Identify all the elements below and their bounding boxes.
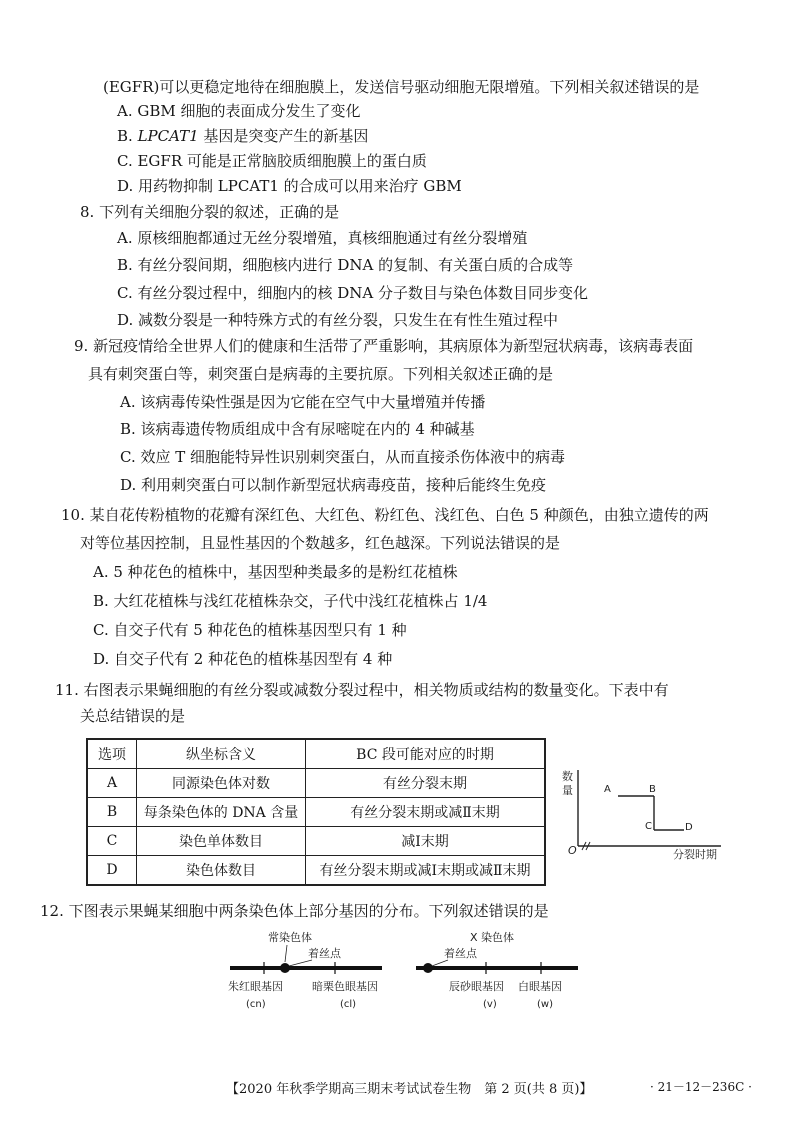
q7-option-b-letter: B.: [117, 127, 138, 145]
page-footer: 【2020 年秋季学期高三期末考试试卷生物 第 2 页(共 8 页)】: [226, 1082, 593, 1097]
header-option: 选项: [87, 739, 137, 769]
q7-option-b: [117, 126, 368, 146]
q8-option-c: C. 有丝分裂过程中，细胞内的核 DNA 分子数目与染色体数目同步变化: [117, 284, 589, 302]
table-header-row: [87, 739, 545, 769]
q7-stem-continuation: (EGFR)可以更稳定地待在细胞膜上，发送信号驱动细胞无限增殖。下列相关叙述错误的是: [103, 78, 700, 96]
cell-period: 有丝分裂末期或减Ⅰ末期或减Ⅱ末期: [306, 856, 546, 886]
q10-stem-line2: 对等位基因控制，且显性基因的个数越多，红色越深。下列说法错误的是: [80, 534, 561, 552]
autosome-title-pointer: [285, 945, 287, 962]
q10-option-a: A. 5 种花色的植株中，基因型种类最多的是粉红花植株: [93, 563, 458, 581]
x-chromosome-gene-2: 白眼基因: [518, 980, 562, 993]
q11-step-graph: [556, 764, 736, 864]
q8-option-a: A. 原核细胞都通过无丝分裂增殖，真核细胞通过有丝分裂增殖: [117, 229, 528, 247]
header-ordinate-meaning: 纵坐标含义: [137, 739, 306, 769]
q9-option-b: B. 该病毒遗传物质组成中含有尿嘧啶在内的 4 种碱基: [120, 420, 475, 438]
cell-period: 有丝分裂末期: [306, 769, 546, 798]
cell-meaning: 同源染色体对数: [137, 769, 306, 798]
cell-option: A: [87, 769, 137, 798]
x-chromosome-title: X 染色体: [470, 931, 515, 944]
graph-ylabel-1: 数: [562, 770, 573, 783]
q10-option-b: B. 大红花植株与浅红花植株杂交，子代中浅红花植株占 1/4: [93, 592, 488, 610]
q11-stem-line1: 11. 右图表示果蝇细胞的有丝分裂或减数分裂过程中，相关物质或结构的数量变化。下表中有: [55, 681, 669, 699]
page-footer-code: · 21－12－236C ·: [650, 1080, 752, 1094]
q8-option-b: B. 有丝分裂间期，细胞核内进行 DNA 的复制、有关蛋白质的合成等: [117, 256, 574, 274]
graph-point-a: A: [604, 784, 611, 795]
cell-meaning: 染色体数目: [137, 856, 306, 886]
graph-xlabel: 分裂时期: [673, 848, 717, 861]
autosome-gene-2: 暗栗色眼基因: [312, 980, 378, 993]
table-row: [87, 827, 545, 856]
x-chromosome-gene-2-symbol: (w): [537, 999, 553, 1010]
q11-stem-line2: 关总结错误的是: [80, 707, 186, 725]
graph-point-d: D: [685, 822, 693, 833]
q9-option-a: A. 该病毒传染性强是因为它能在空气中大量增殖并传播: [120, 393, 486, 411]
graph-point-b: B: [649, 784, 656, 795]
q8-stem: 8. 下列有关细胞分裂的叙述，正确的是: [80, 203, 340, 221]
cell-option: B: [87, 798, 137, 827]
x-chromosome-centromere: [423, 963, 433, 973]
q9-option-d: D. 利用刺突蛋白可以制作新型冠状病毒疫苗，接种后能终生免疫: [120, 476, 547, 494]
q9-option-c: C. 效应 T 细胞能特异性识别刺突蛋白，从而直接杀伤体液中的病毒: [120, 448, 566, 466]
cell-option: D: [87, 856, 137, 886]
autosome-centromere-pointer: [289, 960, 312, 966]
q7-option-a: A. GBM 细胞的表面成分发生了变化: [117, 102, 361, 120]
x-chromosome-gene-1: 辰砂眼基因: [449, 980, 504, 993]
q10-option-c: C. 自交子代有 5 种花色的植株基因型只有 1 种: [93, 621, 407, 639]
q11-summary-table: [86, 738, 546, 886]
cell-period: 减Ⅰ末期: [306, 827, 546, 856]
q12-stem: 12. 下图表示果蝇某细胞中两条染色体上部分基因的分布。下列叙述错误的是: [40, 902, 549, 920]
cell-option: C: [87, 827, 137, 856]
q10-option-d: D. 自交子代有 2 种花色的植株基因型有 4 种: [93, 650, 393, 668]
q9-stem-line1: 9. 新冠疫情给全世界人们的健康和生活带了严重影响，其病原体为新型冠状病毒，该病毒表面: [74, 337, 694, 355]
autosome-title: 常染色体: [268, 931, 312, 944]
cell-meaning: 染色单体数目: [137, 827, 306, 856]
autosome-gene-1: 朱红眼基因: [228, 980, 283, 993]
x-chromosome-gene-1-symbol: (v): [483, 999, 497, 1010]
table-row: [87, 769, 545, 798]
graph-ylabel-2: 量: [562, 784, 573, 797]
graph-point-c: C: [645, 821, 652, 832]
autosome-centromere-label: 着丝点: [308, 947, 341, 960]
graph-origin: O: [568, 844, 577, 857]
cell-period: 有丝分裂末期或减Ⅱ末期: [306, 798, 546, 827]
x-chromosome-centromere-label: 着丝点: [444, 947, 477, 960]
table-row: [87, 798, 545, 827]
q10-stem-line1: 10. 某自花传粉植物的花瓣有深红色、大红色、粉红色、浅红色、白色 5 种颜色，由独立遗传的两: [61, 506, 709, 524]
q7-option-c: C. EGFR 可能是正常脑胶质细胞膜上的蛋白质: [117, 152, 427, 170]
q12-chromosome-diagram: [216, 928, 600, 1016]
table-row: [87, 856, 545, 886]
autosome-gene-1-symbol: (cn): [246, 999, 266, 1010]
q8-option-d: D. 减数分裂是一种特殊方式的有丝分裂，只发生在有性生殖过程中: [117, 311, 559, 329]
x-chromosome-centromere-pointer: [432, 960, 448, 966]
autosome-gene-2-symbol: (cl): [340, 999, 357, 1010]
q9-stem-line2: 具有刺突蛋白等，刺突蛋白是病毒的主要抗原。下列相关叙述正确的是: [88, 365, 554, 383]
q7-option-b-text: 基因是突变产生的新基因: [198, 127, 369, 145]
q7-option-b-gene: LPCAT1: [137, 127, 199, 145]
q7-option-d: D. 用药物抑制 LPCAT1 的合成可以用来治疗 GBM: [117, 177, 462, 195]
cell-meaning: 每条染色体的 DNA 含量: [137, 798, 306, 827]
header-bc-period: BC 段可能对应的时期: [306, 739, 546, 769]
autosome-centromere: [280, 963, 290, 973]
